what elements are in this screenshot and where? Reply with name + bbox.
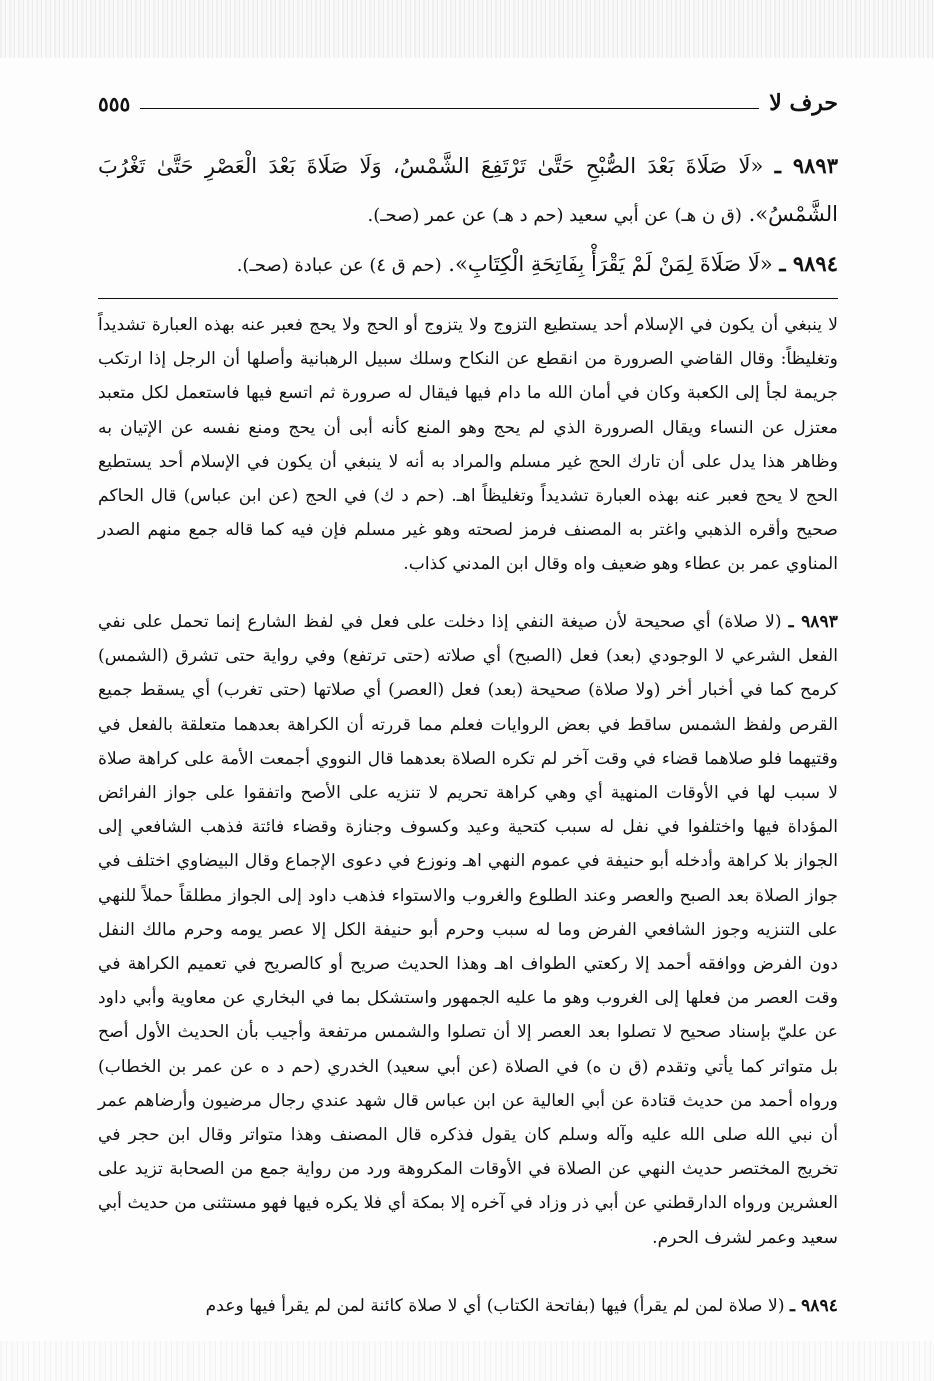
entry-number: ٩٨٩٣ ـ	[788, 612, 838, 632]
hadith-9894	[98, 240, 838, 290]
page-number: ٥٥٥	[98, 92, 131, 116]
commentary-entry-9894	[98, 1289, 838, 1323]
hadith-number: ٩٨٩٤ ـ	[779, 251, 838, 276]
scan-noise-top	[0, 0, 934, 58]
hadith-9893	[98, 142, 838, 240]
hadith-text: «لَا صَلَاةَ بَعْدَ الصُّبْحِ حَتَّىٰ تَرْتَفِعَ الشَّمْسُ، وَلَا صَلَاةَ بَعْدَ الْعَصْرِ حَتَّىٰ تَغْرُبَ الشَّمْسُ».	[98, 154, 838, 226]
chapter-title: حرف لا	[769, 90, 838, 116]
commentary-continuation: لا ينبغي أن يكون في الإسلام أحد يستطيع التزوج ولا يتزوج أو الحج ولا يحج فعبر عنه بهذه العبارة تشديداً وتغليظاً: وقال القاضي الصرورة من انقطع عن النكاح وسلك سبيل الرهبانية وأصلها أن الرجل إذا ارتكب جريمة لجأ إلى الكعبة وكان في أمان الله ما دام فيها فيقال له صرورة ثم اتسع فيها فاستعمل لكل متعبد معتزل عن النساء ويقال الصرورة الذي لم يحج وهو المنع كأنه أبى أن يحج ومنع نفسه عن الإتيان به وظاهر هذا يدل على أن تارك الحج غير مسلم والمراد به أنه لا ينبغي أن يكون في الإسلام أحد يستطيع الحج لا يحج فعبر عنه بهذه العبارة تشديداً وتغليظاً اهـ. (حم د ك) في الحج (عن ابن عباس) قال الحاكم صحيح وأقره الذهبي واغتر به المصنف فرمز لصحته وهو غير مسلم فإن فيه كما قاله جمع منهم الصدر المناوي عمر بن عطاء وهو ضعيف واه وقال ابن المدني كذاب.	[98, 315, 838, 575]
entry-text: (لا صلاة) أي صحيحة لأن صيغة النفي إذا دخلت على فعل في لفظ الشارع إنما تحمل على نفي الفعل الشرعي لا الوجودي (بعد) فعل (الصبح) أي صلاته (حتى ترتفع) وفي رواية حتى تشرق (الشمس) كرمح كما في أخبار أخر (ولا صلاة) صحيحة (بعد) فعل (العصر) أي صلاتها (حتى تغرب) أي يسقط جميع القرص ولفظ الشمس ساقط في بعض الروايات فعلم مما قررته أن الكراهة بعدهما متعلقة بالفعل في وقتيهما فلو صلاهما قضاء في وقت آخر لم تكره الصلاة بعدهما قال النووي أجمعت الأمة على كراهة صلاة لا سبب لها في الأوقات المنهية أي وهي كراهة تحريم لا تنزيه على الأصح واتفقوا على جواز الفرائض المؤداة فيها واختلفوا في نفل له سبب كتحية وعيد وكسوف وجنازة وقضاء فائتة فذهب الشافعي إلى الجواز بلا كراهة وأدخله أبو حنيفة في عموم النهي اهـ ونوزع في دعوى الإجماع وقال البيضاوي اختلف في جواز الصلاة بعد الصبح والعصر وعند الطلوع والغروب والاستواء فذهب داود إلى الجواز مطلقاً حملاً للنهي على التنزيه وجوز الشافعي الفرض وما له سبب وحرم أبو حنيفة الكل إلا عصر يومه وحرم مالك النفل دون الفرض ووافقه أحمد إلا ركعتي الطواف اهـ وهذا الحديث صريح أو كالصريح في تعميم الكراهة في وقت العصر من فعلها إلى الغروب وهو ما عليه الجمهور واستشكل بما في البخاري عن معاوية وأبي داود عن عليّ بإسناد صحيح لا تصلوا بعد العصر إلا أن تصلوا والشمس مرتفعة وأجيب بأن الحديث الأول أصح بل متواتر كما يأتي وتقدم (ق ن ه) في الصلاة (عن أبي سعيد) الخدري (حم د ه عن عمر بن الخطاب) ورواه أحمد من حديث قتادة عن أبي العالية عن ابن عباس قال شهد عندي رجال مرضيون وأرضاهم عمر أن نبي الله صلى الله عليه وآله وسلم كان يقول فذكره قال المصنف وهذا متواتر وقال ابن حجر في تخريج المختصر حديث النهي عن الصلاة في الأوقات المكروهة ورد من رواية جمع من الصحابة تزيد على العشرين ورواه الدارقطني عن أبي ذر وزاد في آخره إلا بمكة أي فلا يكره فيها فهو مستثنى من حديث أبي سعيد وعمر لشرف الحرم.	[98, 612, 838, 1248]
scan-noise-bottom	[0, 1341, 934, 1381]
hadith-number: ٩٨٩٣ ـ	[774, 153, 838, 178]
commentary-divider	[98, 298, 838, 299]
hadith-sources: (ق ن هـ) عن أبي سعيد (حم د هـ) عن عمر (صحـ).	[367, 205, 742, 226]
header-rule	[140, 108, 759, 109]
entry-number: ٩٨٩٤ ـ	[790, 1296, 838, 1316]
entry-text: (لا صلاة لمن لم يقرأ) فيها (بفاتحة الكتاب) أي لا صلاة كائنة لمن لم يقرأ فيها وعدم	[205, 1296, 785, 1316]
hadith-sources: (حم ق ٤) عن عبادة (صحـ).	[236, 255, 442, 276]
commentary-entry-9893	[98, 605, 838, 1255]
hadith-text: «لَا صَلَاةَ لِمَنْ لَمْ يَقْرَأْ بِفَاتِحَةِ الْكِتَابِ».	[448, 252, 773, 276]
page-header	[98, 76, 838, 116]
